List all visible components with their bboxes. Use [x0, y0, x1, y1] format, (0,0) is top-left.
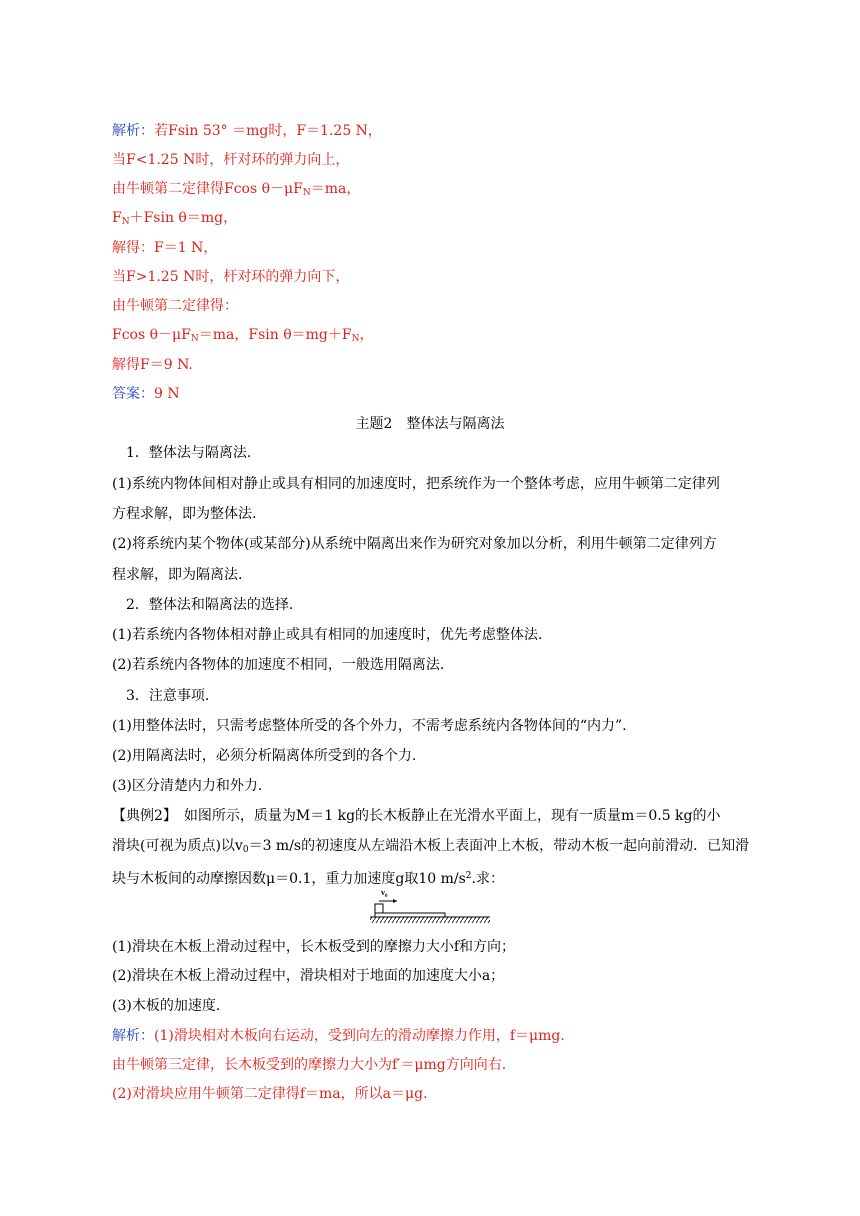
solution-text: Fcos θ－μF [112, 327, 191, 343]
solution-text: ＝ma， [310, 181, 361, 197]
subscript: N [121, 217, 130, 227]
solution-text: 由牛顿第二定律得Fcos θ－μF [112, 181, 303, 197]
answer-label: 答案： [112, 386, 154, 402]
solution-text: 若Fsin 53° ＝mg时，F＝1.25 N， [154, 123, 382, 139]
solution2-line-2: 由牛顿第三定律，长木板受到的摩擦力大小为f′＝μmg方向向右. [112, 1057, 507, 1073]
paragraph: 1．整体法与隔离法. [126, 445, 252, 461]
answer-value: 9 N [154, 386, 180, 402]
question-3: (3)木板的加速度. [112, 998, 221, 1014]
solution-label: 解析： [112, 1028, 154, 1044]
question-1: (1)滑块在木板上滑动过程中，长木板受到的摩擦力大小f和方向； [112, 939, 516, 955]
paragraph: (1)用整体法时，只需考虑整体所受的各个外力，不需考虑系统内各物体间的“内力”. [112, 718, 627, 734]
solution2-line-1 [112, 1026, 565, 1046]
paragraph: 程求解，即为隔离法. [112, 567, 243, 583]
paragraph: (1)系统内物体间相对静止或具有相同的加速度时，把系统作为一个整体考虑，应用牛顿第二定律列 [112, 476, 720, 492]
question-2: (2)滑块在木板上滑动过程中，滑块相对于地面的加速度大小a； [112, 968, 505, 984]
solution-line-3 [112, 179, 360, 203]
velocity-label: $v_0$ [381, 888, 388, 899]
example-text: 如图所示，质量为M＝1 kg的长木板静止在光滑水平面上，现有一质量m＝0.5 kg的小 [169, 808, 721, 824]
arrow-head-icon [393, 899, 397, 903]
paragraph: (2)将系统内某个物体(或某部分)从系统中隔离出来作为研究对象加以分析，利用牛顿第二定律列方 [112, 536, 717, 552]
slider-block [375, 904, 383, 913]
paragraph: 方程求解，即为整体法. [112, 506, 257, 522]
subscript: N [302, 188, 311, 198]
long-board [375, 913, 445, 917]
paragraph: (2)用隔离法时，必须分析隔离体所受到的各个力. [112, 748, 417, 764]
example-line-1 [112, 806, 721, 826]
paragraph: (3)区分清楚内力和外力. [112, 778, 263, 794]
example-tag: 【典例2】 [112, 808, 170, 824]
subscript: 0 [242, 845, 249, 855]
board-diagram [370, 884, 494, 930]
example-text: 滑块(可视为质点)以v [112, 838, 243, 854]
example-text: .求： [471, 871, 504, 887]
section-title: 主题2 整体法与隔离法 [355, 416, 505, 432]
subscript: N [351, 334, 360, 344]
solution-line-6: 当F>1.25 N时，杆对环的弹力向下， [112, 269, 350, 285]
subscript: N [190, 334, 199, 344]
superscript: 2 [465, 871, 472, 881]
example-line-2 [112, 836, 749, 860]
solution-text: ＋Fsin θ＝mg， [129, 210, 238, 226]
answer-line [112, 384, 180, 404]
ground-hatch [370, 917, 490, 923]
paragraph: (1)若系统内各物体相对静止或具有相同的加速度时，优先考虑整体法. [112, 627, 543, 643]
paragraph: (2)若系统内各物体的加速度不相同，一般选用隔离法. [112, 657, 445, 673]
solution-text: ， [359, 327, 374, 343]
solution-line-7: 由牛顿第二定律得： [112, 298, 238, 314]
solution-label: 解析： [112, 123, 154, 139]
solution-line-5: 解得：F＝1 N， [112, 240, 218, 256]
paragraph: 2．整体法和隔离法的选择. [126, 597, 294, 613]
solution-line-2: 当F<1.25 N时，杆对环的弹力向上， [112, 152, 350, 168]
solution-line-4 [112, 208, 237, 232]
solution-line-1 [112, 121, 382, 141]
solution-line-8 [112, 325, 373, 349]
solution-text: (1)滑块相对木板向右运动，受到向左的滑动摩擦力作用，f＝μmg. [154, 1028, 565, 1044]
solution-line-9: 解得F＝9 N. [112, 357, 193, 373]
paragraph: 3．注意事项. [126, 688, 210, 704]
solution-text: F [112, 210, 122, 226]
solution2-line-3: (2)对滑块应用牛顿第二定律得f＝ma，所以a＝μg. [112, 1086, 428, 1102]
solution-text: ＝ma，Fsin θ＝mg＋F [198, 327, 352, 343]
example-text: 块与木板间的动摩擦因数μ＝0.1，重力加速度g取10 m/s [112, 871, 466, 887]
example-text: ＝3 m/s的初速度从左端沿木板上表面冲上木板，带动木板一起向前滑动．已知滑 [248, 838, 750, 854]
